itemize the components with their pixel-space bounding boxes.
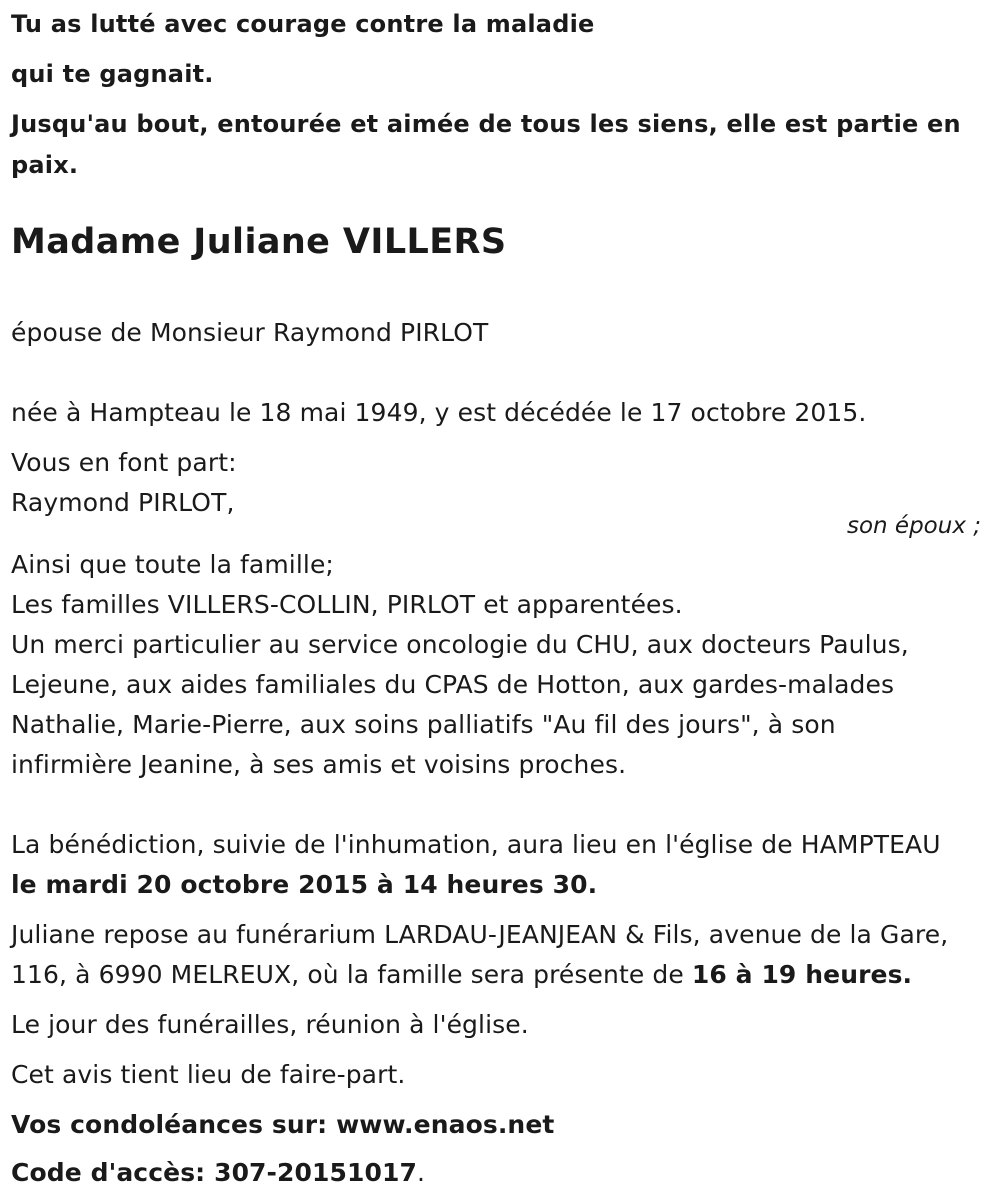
notice-line: Cet avis tient lieu de faire-part.: [11, 1060, 406, 1089]
announcers-lead: Vous en font part:: [11, 448, 237, 477]
thanks-line-1: Un merci particulier au service oncologie du CHU, aux docteurs Paulus,: [11, 630, 909, 659]
family-line-2: Les familles VILLERS-COLLIN, PIRLOT et apparentées.: [11, 590, 683, 619]
access-code-line: [11, 1158, 425, 1187]
funerarium-address: 116, à 6990 MELREUX, où la famille sera présente de: [11, 960, 692, 989]
announcer-relation: son époux ;: [846, 513, 981, 539]
birth-death-line: née à Hampteau le 18 mai 1949, y est décédée le 17 octobre 2015.: [11, 398, 867, 427]
announcer-name: Raymond PIRLOT,: [11, 488, 235, 517]
thanks-line-4: infirmière Jeanine, à ses amis et voisins proches.: [11, 750, 627, 779]
funerarium-line-2: [11, 960, 912, 989]
intro-line-2: qui te gagnait.: [11, 60, 214, 88]
spouse-line: épouse de Monsieur Raymond PIRLOT: [11, 318, 489, 347]
family-line-1: Ainsi que toute la famille;: [11, 550, 334, 579]
ceremony-line-1: La bénédiction, suivie de l'inhumation, aura lieu en l'église de HAMPTEAU: [11, 830, 941, 859]
visiting-hours: 16 à 19 heures.: [691, 960, 913, 989]
access-code: Code d'accès: 307-20151017: [11, 1158, 417, 1187]
thanks-line-3: Nathalie, Marie-Pierre, aux soins palliatifs "Au fil des jours", à son: [11, 710, 836, 739]
access-code-period: .: [417, 1158, 426, 1187]
intro-line-4: paix.: [11, 151, 79, 179]
thanks-line-2: Lejeune, aux aides familiales du CPAS de Hotton, aux gardes-malades: [11, 670, 895, 699]
deceased-name: Madame Juliane VILLERS: [11, 222, 507, 262]
intro-line-1: Tu as lutté avec courage contre la maladie: [11, 10, 595, 38]
funerarium-line-1: Juliane repose au funérarium LARDAU-JEANJEAN & Fils, avenue de la Gare,: [11, 920, 949, 949]
intro-line-3: Jusqu'au bout, entourée et aimée de tous les siens, elle est partie en: [11, 110, 961, 138]
condolences-line: Vos condoléances sur: www.enaos.net: [11, 1110, 555, 1139]
ceremony-date-time: le mardi 20 octobre 2015 à 14 heures 30.: [11, 870, 598, 899]
meeting-line: Le jour des funérailles, réunion à l'église.: [11, 1010, 529, 1039]
